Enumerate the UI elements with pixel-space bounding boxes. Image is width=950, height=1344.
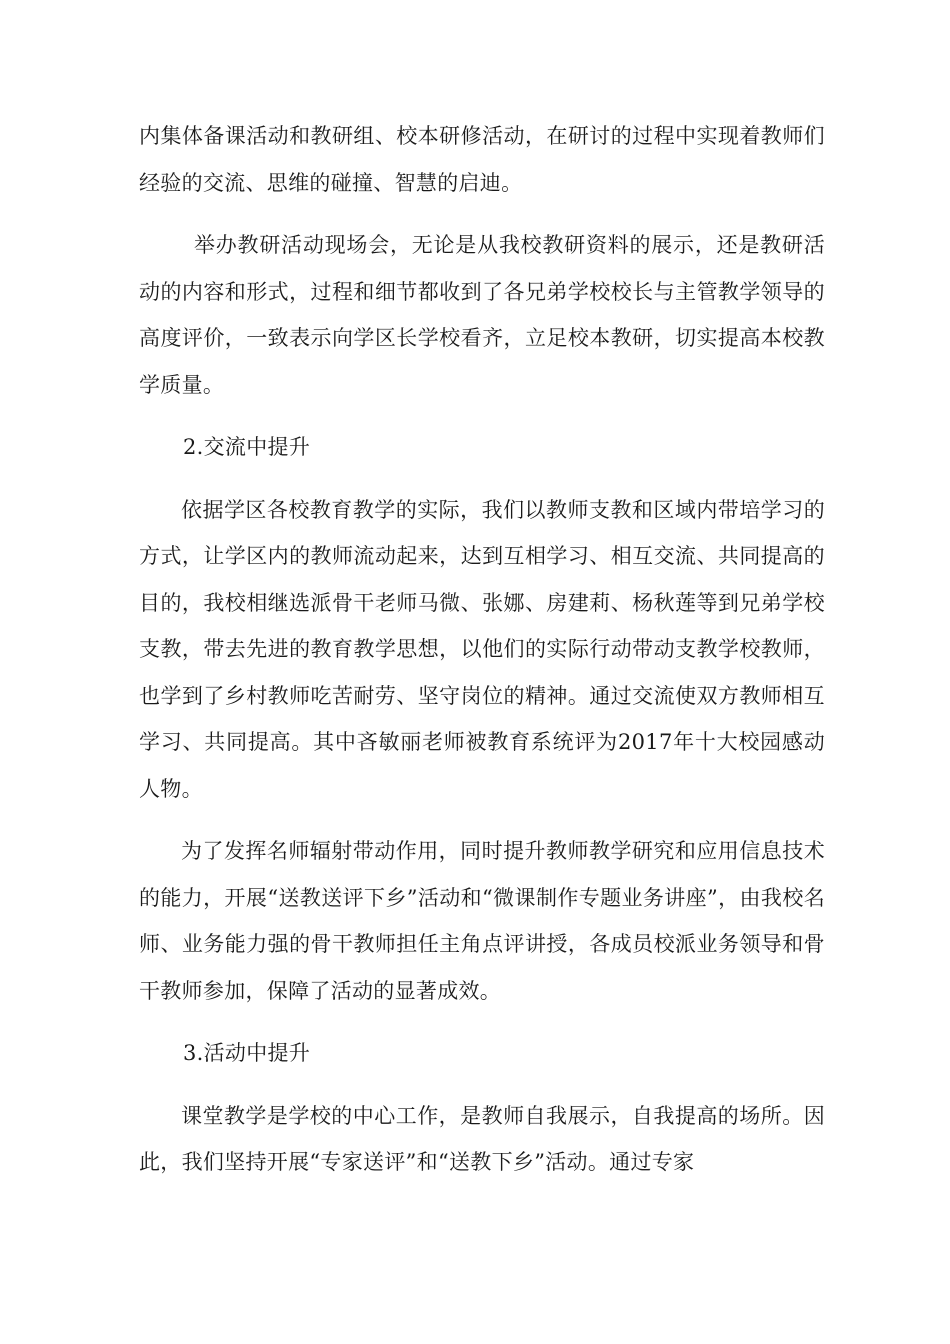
paragraph-classroom-teaching: 课堂教学是学校的中心工作，是教师自我展示，自我提高的场所。因此，我们坚持开展“专家送评”和“送教下乡”活动。通过专家 <box>139 1103 825 1174</box>
paragraph-onsite-meeting: 举办教研活动现场会，无论是从我校教研资料的展示，还是教研活动的内容和形式，过程和细节都收到了各兄弟学校校长与主管教学领导的高度评价，一致表示向学区长学校看齐，立足校本教研，切实提高本校教学质量。 <box>139 233 825 397</box>
paragraph-continuation: 内集体备课活动和教研组、校本研修活动，在研讨的过程中实现着教师们经验的交流、思维的碰撞、智慧的启迪。 <box>139 124 825 195</box>
document-body <box>139 113 825 1202</box>
paragraph-teacher-exchange: 依据学区各校教育教学的实际，我们以教师支教和区域内带培学习的方式，让学区内的教师流动起来，达到互相学习、相互交流、共同提高的目的，我校相继选派骨干老师马微、张娜、房建莉、杨秋莲等到兄弟学校支教，带去先进的教育教学思想，以他们的实际行动带动支教学校教师，也学到了乡村教师吃苦耐劳、坚守岗位的精神。通过交流使双方教师相互学习、共同提高。其中吝敏丽老师被教育系统评为2017年十大校园感动人物。 <box>139 497 825 801</box>
section-heading-exchange: 2.交流中提升 <box>183 435 311 459</box>
section-heading-activities: 3.活动中提升 <box>183 1041 311 1065</box>
paragraph-famous-teacher: 为了发挥名师辐射带动作用，同时提升教师教学研究和应用信息技术的能力，开展“送教送评下乡”活动和“微课制作专题业务讲座”，由我校名师、业务能力强的骨干教师担任主角点评讲授，各成员校派业务领导和骨干教师参加，保障了活动的显著成效。 <box>139 839 825 1003</box>
